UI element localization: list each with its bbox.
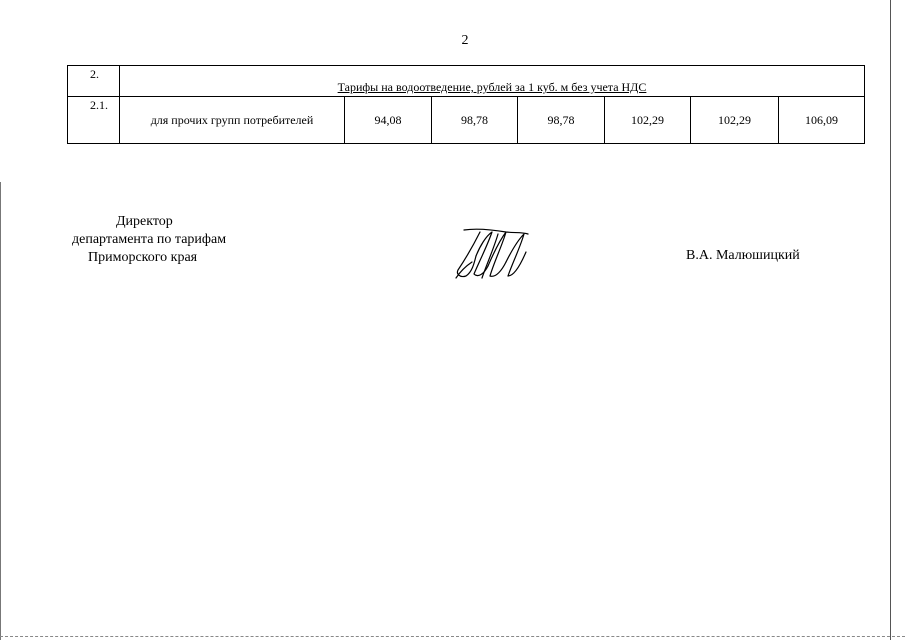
row-number: 2.1. xyxy=(68,97,120,144)
table-section-row xyxy=(68,66,865,97)
scan-edge-right xyxy=(890,0,891,640)
section-caption: Тарифы на водоотведение, рублей за 1 куб. м без учета НДС xyxy=(120,66,865,97)
page-number: 2 xyxy=(461,33,469,48)
tariff-value-4: 102,29 xyxy=(605,97,691,144)
tariff-value-6: 106,09 xyxy=(779,97,865,144)
section-number: 2. xyxy=(68,66,120,97)
tariff-value-2: 98,78 xyxy=(432,97,518,144)
scan-edge-bottom xyxy=(0,636,905,637)
signer-name: В.А. Малюшицкий xyxy=(686,248,800,263)
tariff-value-1: 94,08 xyxy=(345,97,432,144)
handwritten-signature xyxy=(450,222,540,284)
tariff-table xyxy=(67,65,865,144)
consumer-group-name: для прочих групп потребителей xyxy=(120,97,345,144)
tariff-value-5: 102,29 xyxy=(691,97,779,144)
position-line-2: департамента по тарифам xyxy=(72,232,227,247)
signer-position xyxy=(62,213,252,267)
position-line-3: Приморского края xyxy=(88,250,198,265)
position-line-1: Директор xyxy=(116,214,173,229)
table-row xyxy=(68,97,865,144)
scan-edge-left xyxy=(0,182,1,640)
tariff-value-3: 98,78 xyxy=(518,97,605,144)
